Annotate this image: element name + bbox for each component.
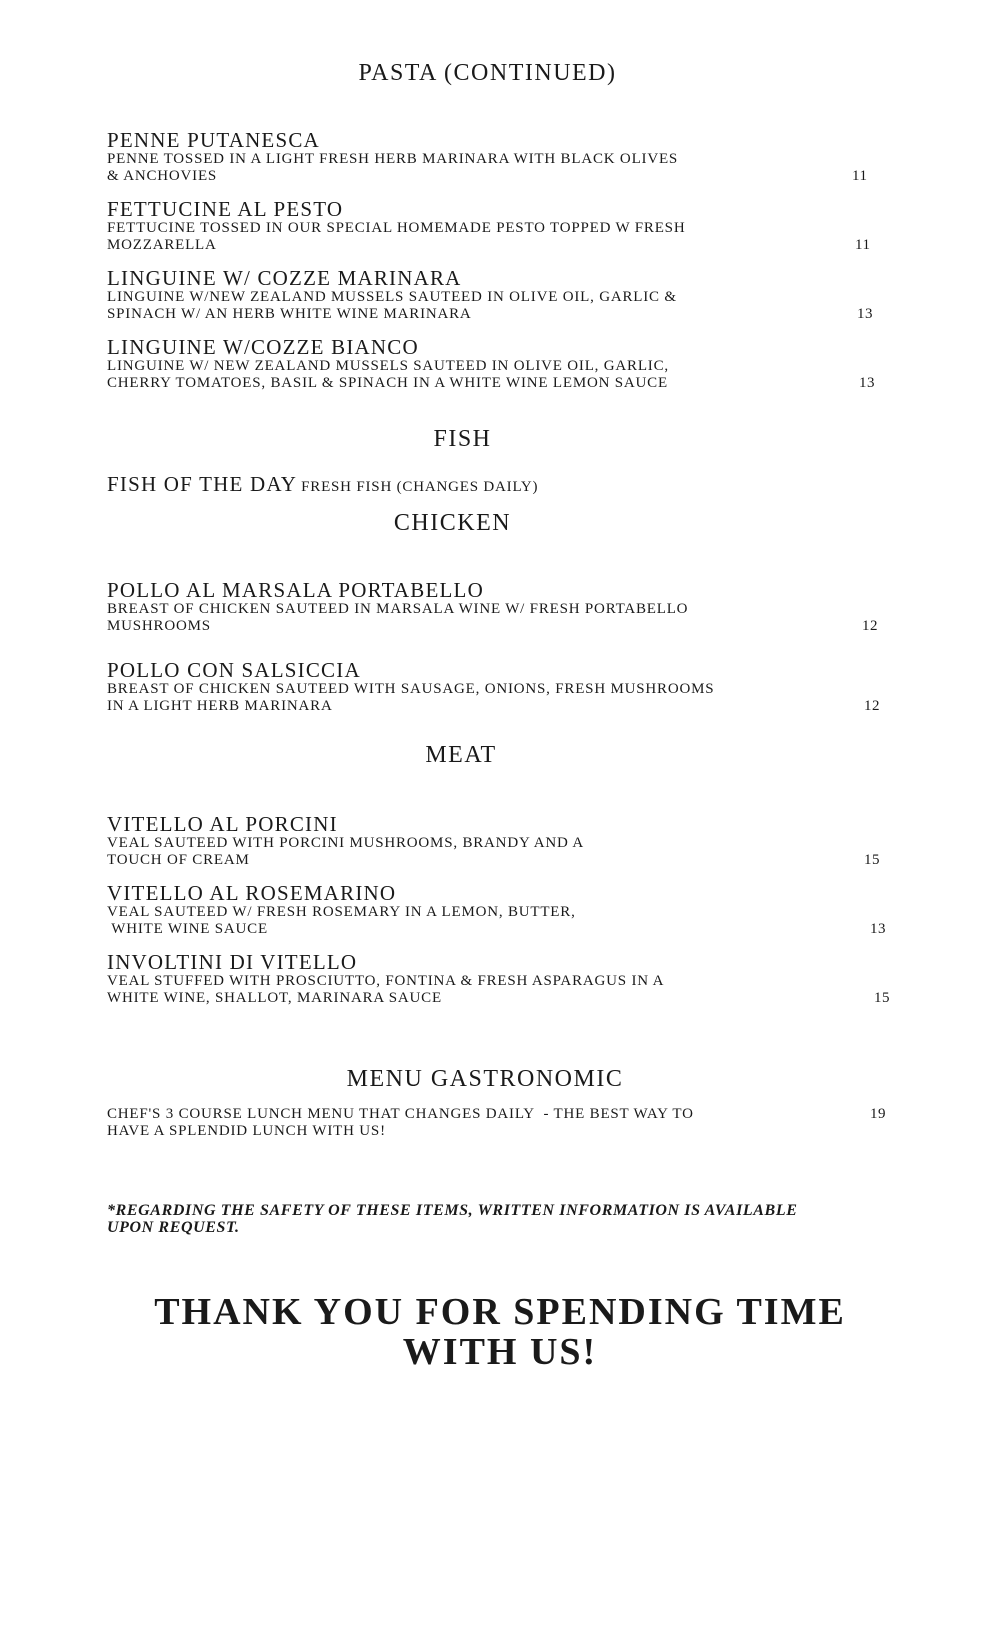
item-name: VITELLO AL ROSEMARINO (107, 881, 397, 905)
item-description: BREAST OF CHICKEN SAUTEED IN MARSALA WINE W/ FRESH PORTABELLO (107, 601, 689, 617)
item-price: 13 (859, 375, 875, 391)
item-price: 13 (857, 306, 873, 322)
item-description: FETTUCINE TOSSED IN OUR SPECIAL HOMEMADE PESTO TOPPED W FRESH (107, 220, 686, 236)
item-price: 15 (864, 852, 880, 868)
item-description: IN A LIGHT HERB MARINARA (107, 698, 333, 714)
item-description: CHEF'S 3 COURSE LUNCH MENU THAT CHANGES DAILY - THE BEST WAY TO (107, 1106, 694, 1122)
section-title-fish: FISH (433, 426, 492, 452)
item-description: TOUCH OF CREAM (107, 852, 250, 868)
item-description: FRESH FISH (CHANGES DAILY) (301, 479, 539, 495)
item-description: WHITE WINE SAUCE (107, 921, 268, 937)
item-name: LINGUINE W/ COZZE MARINARA (107, 266, 462, 290)
item-price: 15 (874, 990, 890, 1006)
item-price: 11 (852, 168, 868, 184)
thank-you-message: THANK YOU FOR SPENDING TIME (154, 1291, 846, 1333)
item-name: POLLO AL MARSALA PORTABELLO (107, 578, 484, 602)
safety-note: *REGARDING THE SAFETY OF THESE ITEMS, WRITTEN INFORMATION IS AVAILABLE (107, 1202, 798, 1219)
item-name: VITELLO AL PORCINI (107, 812, 338, 836)
item-description: LINGUINE W/NEW ZEALAND MUSSELS SAUTEED IN OLIVE OIL, GARLIC & (107, 289, 677, 305)
item-description: SPINACH W/ AN HERB WHITE WINE MARINARA (107, 306, 472, 322)
item-description: MUSHROOMS (107, 618, 211, 634)
item-description: VEAL STUFFED WITH PROSCIUTTO, FONTINA & FRESH ASPARAGUS IN A (107, 973, 665, 989)
section-title-chicken: CHICKEN (393, 510, 512, 536)
item-name: PENNE PUTANESCA (107, 128, 320, 152)
item-price: 12 (862, 618, 878, 634)
item-description: LINGUINE W/ NEW ZEALAND MUSSELS SAUTEED IN OLIVE OIL, GARLIC, (107, 358, 669, 374)
item-price: 19 (870, 1106, 886, 1122)
item-name: POLLO CON SALSICCIA (107, 658, 361, 682)
item-price: 11 (855, 237, 871, 253)
item-description: HAVE A SPLENDID LUNCH WITH US! (107, 1123, 386, 1139)
section-title-meat: MEAT (425, 742, 497, 768)
safety-note: UPON REQUEST. (107, 1219, 240, 1236)
item-price: 12 (864, 698, 880, 714)
item-description: WHITE WINE, SHALLOT, MARINARA SAUCE (107, 990, 442, 1006)
section-title-gastronomic: MENU GASTRONOMIC (346, 1066, 624, 1092)
item-name: FETTUCINE AL PESTO (107, 197, 344, 221)
item-description: PENNE TOSSED IN A LIGHT FRESH HERB MARINARA WITH BLACK OLIVES (107, 151, 679, 167)
thank-you-message: WITH US! (402, 1331, 598, 1373)
menu-item (107, 472, 538, 497)
item-name: FISH OF THE DAY (107, 472, 298, 496)
section-title-pasta: PASTA (CONTINUED) (358, 60, 617, 86)
item-name: INVOLTINI DI VITELLO (107, 950, 358, 974)
item-description: & ANCHOVIES (107, 168, 218, 184)
item-price: 13 (870, 921, 886, 937)
item-description: VEAL SAUTEED WITH PORCINI MUSHROOMS, BRANDY AND A (107, 835, 584, 851)
item-description: BREAST OF CHICKEN SAUTEED WITH SAUSAGE, ONIONS, FRESH MUSHROOMS (107, 681, 715, 697)
item-name: LINGUINE W/COZZE BIANCO (107, 335, 419, 359)
item-description: CHERRY TOMATOES, BASIL & SPINACH IN A WHITE WINE LEMON SAUCE (107, 375, 668, 391)
item-description: VEAL SAUTEED W/ FRESH ROSEMARY IN A LEMON, BUTTER, (107, 904, 576, 920)
item-description: MOZZARELLA (107, 237, 217, 253)
